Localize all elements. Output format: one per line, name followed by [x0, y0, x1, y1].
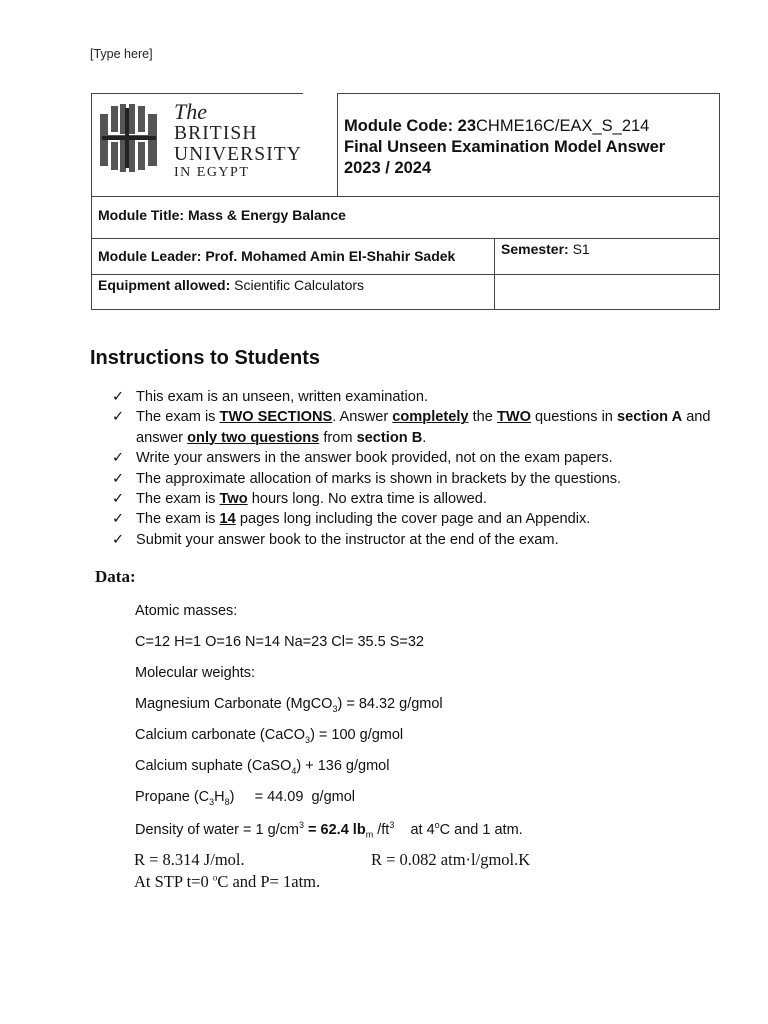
semester: [501, 241, 590, 257]
checkmark-icon: ✓: [112, 470, 125, 487]
semester-value: S1: [568, 241, 590, 257]
logo-in-egypt: IN EGYPT: [174, 165, 250, 180]
instruction-text: from: [319, 429, 357, 446]
module-title: Module Title: Mass & Energy Balance: [98, 207, 346, 223]
caco3-weight: Calcium carbonate (CaCO$_3$) = 100 g/gmol: [135, 727, 404, 745]
molecular-weights-label: Molecular weights:: [135, 665, 256, 681]
instruction-item: [112, 530, 752, 550]
academic-year: 2023 / 2024: [344, 159, 432, 177]
module-info-table: [91, 93, 720, 310]
stp-conditions: At STP t=0 $^o$C and P= 1atm.: [134, 872, 321, 891]
header-placeholder: [Type here]: [90, 47, 153, 61]
atomic-masses-label: Atomic masses:: [135, 603, 238, 619]
gas-constant-atm: R = 0.082 atm·l/gmol.K: [371, 850, 531, 869]
exam-type: Final Unseen Examination Model Answer: [344, 138, 666, 156]
instruction-emphasis: section A: [616, 409, 683, 426]
blank-cell: [494, 274, 720, 310]
caso4-weight: Calcium suphate (CaSO$_4$) + 136 g/gmol: [135, 758, 390, 776]
instruction-text: hours long. No extra time is allowed.: [247, 491, 487, 508]
module-leader-cell: [91, 238, 495, 275]
semester-label: Semester:: [501, 241, 569, 257]
instruction-text: . Answer: [332, 409, 393, 426]
atomic-masses: C=12 H=1 O=16 N=14 Na=23 Cl= 35.5 S=32: [135, 634, 424, 650]
checkmark-icon: ✓: [112, 531, 125, 548]
instruction-text: The exam is: [136, 511, 220, 528]
instruction-text: This exam is an unseen, written examination.: [136, 389, 429, 405]
module-code-cell: [337, 93, 720, 197]
water-density: Density of water = 1 $g/cm^3 = 62.4$ $lb_m$ $/ft^3$ at 4$^o$C and 1 atm.: [135, 820, 523, 840]
data-section-title: Data:: [95, 567, 136, 586]
semester-cell: [494, 238, 720, 275]
university-name: [174, 101, 302, 180]
instructions-list: [112, 387, 752, 550]
instruction-item: [112, 489, 752, 509]
module-code-text: [344, 116, 665, 179]
instruction-text: Submit your answer book to the instructor at the end of the exam.: [136, 531, 559, 548]
instruction-item: [112, 387, 752, 407]
instruction-emphasis: TWO: [496, 409, 531, 426]
instruction-emphasis: completely: [392, 409, 469, 426]
instruction-text: The exam is: [136, 491, 220, 508]
gas-constant-si: R = 8.314 J/mol.: [134, 850, 245, 869]
instruction-emphasis: only two questions: [187, 429, 320, 446]
equipment: [98, 277, 364, 293]
instruction-emphasis: section B: [356, 429, 423, 446]
instruction-item: [112, 469, 752, 489]
module-leader: Module Leader: Prof. Mohamed Amin El-Shahir Sadek: [98, 248, 456, 264]
instruction-emphasis: Two: [219, 491, 248, 508]
logo-university: UNIVERSITY: [174, 143, 302, 165]
instruction-item: [112, 407, 752, 448]
logo-british: BRITISH: [174, 123, 258, 144]
instruction-text: the: [468, 409, 497, 426]
equipment-cell: [91, 274, 495, 310]
mgco3-weight: Magnesium Carbonate (MgCO$_3$) = 84.32 g/gmol: [135, 696, 443, 714]
university-emblem-icon: [98, 102, 160, 174]
instruction-emphasis: TWO SECTIONS: [219, 409, 333, 426]
checkmark-icon: ✓: [112, 511, 125, 528]
instruction-text: Write your answers in the answer book provided, not on the exam papers.: [136, 450, 613, 467]
module-title-cell: [91, 196, 720, 239]
instruction-text: and answer: [136, 409, 711, 446]
module-code-label: Module Code: 23: [344, 117, 477, 135]
instruction-text: pages long including the cover page and an Appendix.: [235, 511, 591, 528]
checkmark-icon: ✓: [112, 491, 125, 508]
equipment-label: Equipment allowed:: [98, 277, 231, 293]
instruction-text: .: [422, 429, 427, 446]
checkmark-icon: ✓: [112, 409, 125, 426]
instruction-item: [112, 448, 752, 468]
instruction-emphasis: 14: [219, 511, 236, 528]
instruction-item: [112, 509, 752, 529]
instruction-text: The approximate allocation of marks is shown in brackets by the questions.: [136, 470, 622, 487]
checkmark-icon: ✓: [112, 389, 125, 405]
module-code-value: CHME16C/EAX_S_214: [476, 117, 650, 135]
instructions-title: Instructions to Students: [90, 347, 320, 369]
logo-cell: [91, 93, 338, 197]
equipment-value: Scientific Calculators: [230, 277, 365, 293]
instruction-text: questions in: [530, 409, 617, 426]
logo-the: The: [174, 99, 207, 124]
propane-weight: Propane $(C_3H_8)$ = 44.09 g/gmol: [135, 789, 356, 807]
checkmark-icon: ✓: [112, 450, 125, 467]
instruction-text: The exam is: [136, 409, 220, 426]
